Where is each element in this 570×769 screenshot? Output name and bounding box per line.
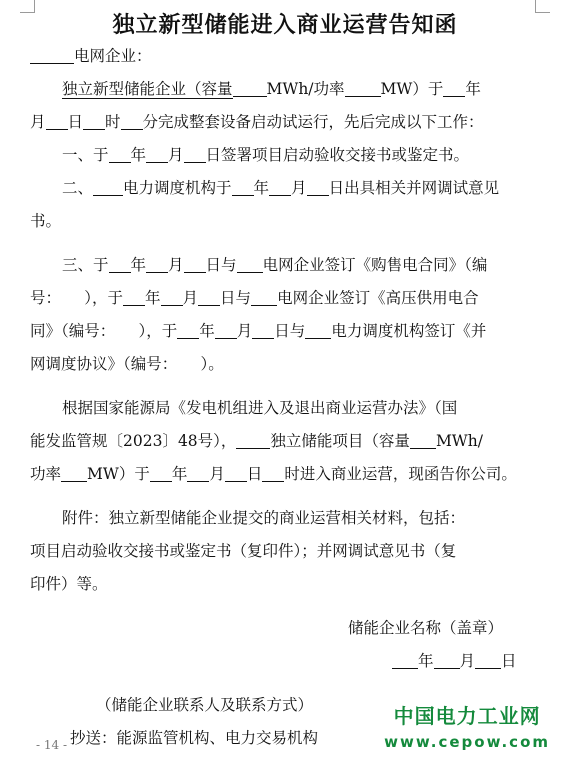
attachment-line: 印件）等。	[30, 575, 108, 593]
watermark-logo	[384, 700, 550, 751]
watermark-name: 中国电力工业网	[393, 704, 541, 728]
paragraph-line: 二、 电力调度机构于 年 月 日出具相关并网调试意见	[62, 179, 500, 197]
paragraph-line: 功率 MW）于 年 月 日 时进入商业运营，现函告你公司。	[30, 465, 517, 483]
paragraph-line: 三、于 年 月 日与 电网企业签订《购售电合同》（编	[62, 256, 488, 274]
contact-line: （储能企业联系人及联系方式）	[96, 696, 314, 714]
paragraph-line: 一、于 年 月 日签署项目启动验收交接书或鉴定书。	[62, 146, 470, 164]
signature-date: 年 月 日	[30, 645, 542, 678]
paragraph-line: 号： ），于 年 月 日与 电网企业签订《高压供用电合	[30, 289, 479, 307]
paragraph-line: 能发监管规〔2023〕48号）， 独立储能项目（容量 MWh/	[30, 432, 483, 450]
blank-field	[30, 45, 74, 64]
paragraph-line: 网调度协议》（编号： ）。	[30, 355, 224, 373]
paragraph-line: 月 日 时 分完成整套设备启动试运行，先后完成以下工作：	[30, 113, 484, 131]
document-body	[30, 40, 542, 755]
page-number: - 14 -	[36, 738, 68, 752]
paragraph-line: 同》（编号： ），于 年 月 日与 电力调度机构签订《并	[30, 322, 487, 340]
cc-line: 抄送：能源监管机构、电力交易机构	[70, 729, 319, 747]
document-title: 独立新型储能进入商业运营告知函	[112, 13, 458, 38]
paragraph-line: 书。	[30, 212, 62, 230]
signature-name: 储能企业名称（盖章）	[348, 619, 504, 637]
paragraph-line: 独立新型储能企业（容量 MWh/功率 MW）于 年	[62, 80, 481, 98]
addressee-line: 电网企业：	[30, 40, 542, 73]
watermark-url: www.cepow.com	[384, 733, 550, 751]
attachment-line: 项目启动验收交接书或鉴定书（复印件）；并网调试意见书（复	[30, 542, 457, 560]
attachment-line: 附件：独立新型储能企业提交的商业运营相关材料，包括：	[62, 509, 466, 527]
paragraph-line: 根据国家能源局《发电机组进入及退出商业运营办法》（国	[62, 399, 458, 417]
